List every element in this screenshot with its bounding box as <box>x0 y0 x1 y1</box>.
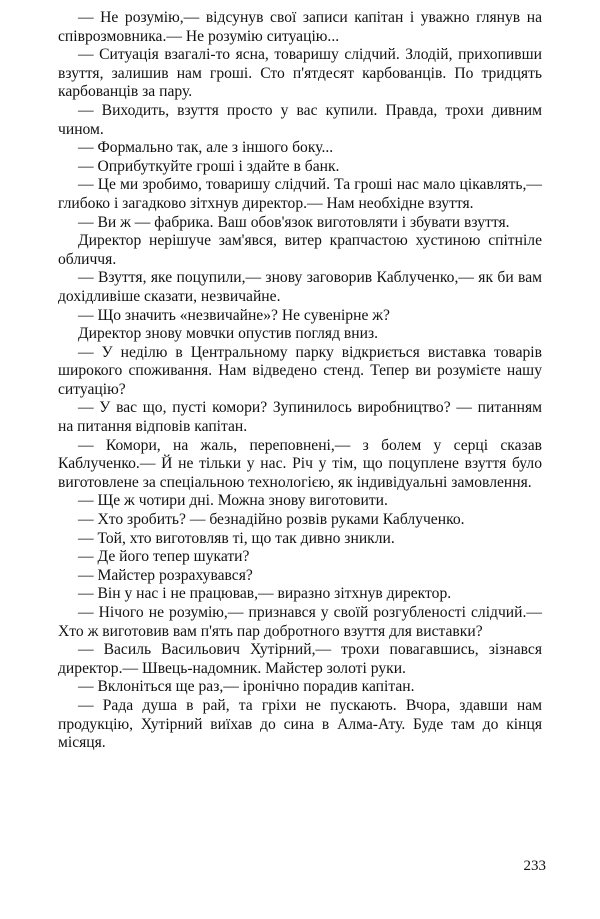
paragraph: — У неділю в Центральному парку відкриється виставка товарів широкого споживання. Нам відведено стенд. Тепер ви розумієте нашу ситуацію? <box>58 343 542 398</box>
paragraph: — Комори, на жаль, переповнені,— з болем у серці сказав Каблученко.— Й не тільки у нас. Річ у тім, що поцуплене взуття було виготовлене за спеціальною технологією, як індивідуальні замовлення. <box>58 436 542 491</box>
paragraph: — Майстер розрахувався? <box>78 566 253 584</box>
paragraph: — Ще ж чотири дні. Можна знову виготовити. <box>78 492 388 510</box>
text-body <box>58 9 542 753</box>
paragraph: — Що значить «незвичайне»? Не сувенірне ж? <box>78 306 390 324</box>
paragraph: — Він у нас і не працював,— виразно зітхнув директор. <box>78 585 452 603</box>
paragraph: — Рада душа в рай, та гріхи не пускають. Вчора, здавши нам продукцію, Хутірний виїхав до сина в Алма-Ату. Буде там до кінця місяця. <box>58 696 542 752</box>
paragraph: — Взуття, яке поцупили,— знову заговорив Каблученко,— як би вам дохідливіше сказати, незвичайне. <box>58 269 542 305</box>
paragraph: — Це ми зробимо, товаришу слідчий. Та гроші нас мало цікавлять,— глибоко і загадково зітхнув директор.— Нам необхідне взуття. <box>58 176 542 212</box>
paragraph: — У вас що, пусті комори? Зупинилось виробництво? — питанням на питання відповів капітан. <box>58 399 542 436</box>
page-number: 233 <box>523 858 546 874</box>
paragraph: — Нічого не розумію,— признався у своїй розгубленості слідчий.— Хто ж виготовив вам п'ять пар добротного взуття для виставки? <box>58 604 542 640</box>
paragraph: — Хто зробить? — безнадійно розвів руками Каблученко. <box>78 511 465 529</box>
paragraph: Директор знову мовчки опустив погляд вниз. <box>78 325 379 343</box>
paragraph: — Формально так, але з іншого боку... <box>78 139 334 157</box>
paragraph: — Де його тепер шукати? <box>78 548 250 566</box>
paragraph: — Ситуація взагалі-то ясна, товаришу слідчий. Злодій, прихопивши взуття, залишив нам гроші. Сто п'ятдесят карбованців. По тридцять карбованців за пару. <box>58 46 542 101</box>
paragraph: — Оприбуткуйте гроші і здайте в банк. <box>78 157 340 175</box>
paragraph: — Не розумію,— відсунув свої записи капітан і уважно глянув на співрозмовника.— Не розумію ситуацію... <box>58 9 542 45</box>
paragraph: Директор нерішуче зам'явся, витер крапчастою хустиною спітніле обличчя. <box>58 232 542 268</box>
paragraph: — Виходить, взуття просто у вас купили. Правда, трохи дивним чином. <box>58 101 542 138</box>
paragraph: — Вклоніться ще раз,— іронічно порадив капітан. <box>78 678 415 696</box>
paragraph: — Василь Васильович Хутірний,— трохи повагавшись, зізнався директор.— Швець-надомник. Майстер золоті руки. <box>58 641 542 677</box>
paragraph: — Той, хто виготовляв ті, що так дивно зникли. <box>78 529 395 547</box>
paragraph: — Ви ж — фабрика. Ваш обов'язок виготовляти і збувати взуття. <box>78 213 510 231</box>
